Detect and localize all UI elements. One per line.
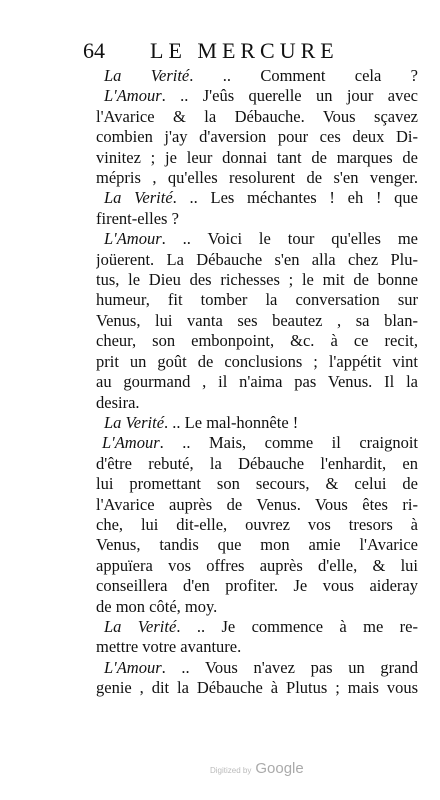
running-title: LE MERCURE [150,38,339,63]
page-header [0,36,440,66]
text-line: L'Amour. .. Mais, comme il craignoit [102,433,418,453]
speaker-name: L'Amour [104,229,162,249]
text-line: firent-elles ? [96,208,179,228]
text-line: La Verité. .. Comment cela ? [104,66,418,85]
speaker-name: La Verité [104,188,173,208]
watermark-small-text: Digitized by [210,766,252,775]
text-line: d'être rebuté, la Débauche l'enhardit, en [96,453,418,473]
text-line: combien j'ay d'aversion pour ces deux Di- [96,127,418,147]
text-line: au gourmand , il n'aima pas Venus. Il la [96,372,418,392]
speaker-name: La Verité [104,66,190,85]
google-watermark [210,760,330,778]
text-line: L'Amour. .. J'eûs querelle un jour avec [104,86,418,106]
speaker-name: L'Amour [102,433,160,453]
text-line: mettre votre avanture. [96,637,242,657]
body-text [96,66,418,699]
text-line: conseillera d'en profiter. Je vous aideray [96,576,418,596]
text-line: La Verité. .. Les méchantes ! eh ! que [104,188,418,208]
text-line: l'Avarice auprès de Venus. Vous êtes ri- [96,494,418,514]
speaker-name: La Verité [104,616,177,636]
text-line: lui promettant son secours, & celui de [96,474,418,494]
speaker-name: La Verité [104,412,165,432]
text-line: joüerent. La Débauche s'en alla chez Plu- [96,249,418,269]
speaker-name: L'Amour [104,86,162,106]
text-line: l'Avarice & la Débauche. Vous sçavez [96,106,418,126]
text-line: prit un goût de conclusions ; l'appétit vint [96,351,418,371]
text-line: che, lui dit-elle, ouvrez vos tresors à [96,514,418,534]
text-line: de mon côté, moy. [96,596,218,616]
google-logo: Google [255,760,304,777]
text-line: La Verité. .. Le mal-honnête ! [104,412,299,432]
speaker-name: L'Amour [104,657,162,677]
text-line: tus, le Dieu des richesses ; le mit de bonne [96,270,418,290]
text-line: Venus, lui vanta ses beautez , sa blan- [96,310,418,330]
text-line: genie , dit la Débauche à Plutus ; mais vous [96,678,418,698]
text-line: cheur, son embonpoint, &c. à ce recit, [96,331,418,351]
text-line: humeur, fit tomber la conversation sur [96,290,418,310]
text-line: La Verité. .. Je commence à me re- [104,616,418,636]
text-line: Venus, tandis que mon amie l'Avarice [96,535,418,555]
text-line: vinitez ; je leur donnai tant de marques de [96,147,418,167]
text-line: desira. [96,392,140,412]
text-line: mépris , qu'elles resolurent de s'en venger. [96,168,418,188]
text-line: L'Amour. .. Voici le tour qu'elles me [104,229,418,249]
text-line: L'Amour. .. Vous n'avez pas un grand [104,657,418,677]
page-number: 64 [83,38,105,63]
text-line: appuïera vos offres auprès d'elle, & lui [96,555,418,575]
